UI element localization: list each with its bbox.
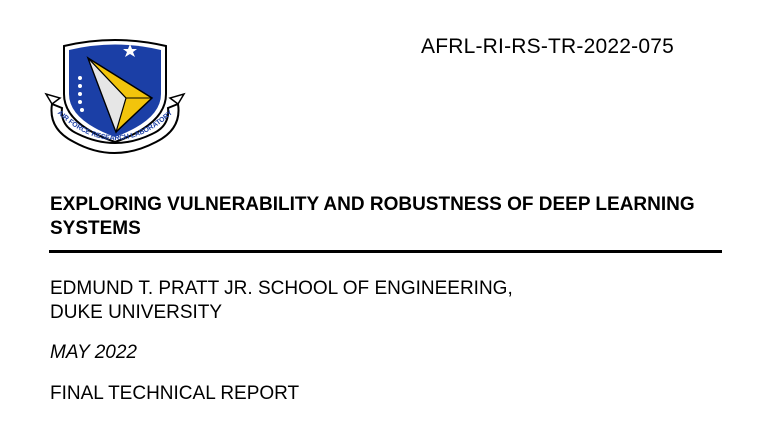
logo-ribbon-text: AIR FORCE RESEARCH LABORATORY: [55, 109, 175, 143]
report-title: EXPLORING VULNERABILITY AND ROBUSTNESS OF DEEP LEARNING SYSTEMS: [50, 194, 695, 239]
organization: [50, 277, 740, 325]
afrl-logo: [44, 34, 186, 166]
afrl-shield-icon: [44, 34, 186, 166]
report-number: AFRL-RI-RS-TR-2022-075: [421, 35, 674, 58]
organization-line-2: DUKE UNIVERSITY: [50, 302, 223, 323]
report-type: FINAL TECHNICAL REPORT: [50, 383, 300, 404]
title-divider: [49, 250, 722, 253]
organization-line-1: EDMUND T. PRATT JR. SCHOOL OF ENGINEERING,: [50, 278, 513, 299]
report-date: MAY 2022: [50, 342, 137, 363]
